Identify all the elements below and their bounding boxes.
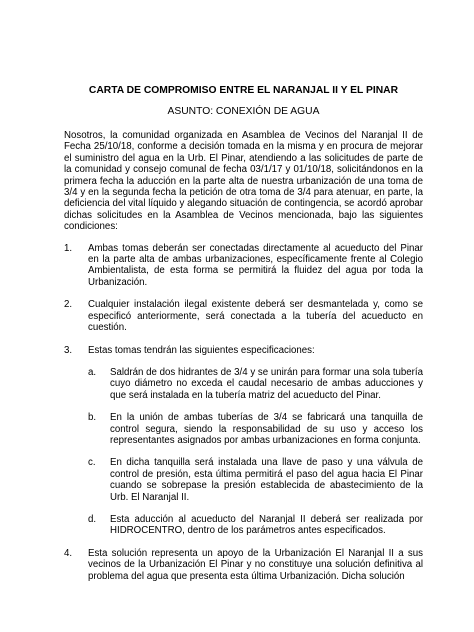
condition-text: Estas tomas tendrán las siguientes especificaciones: — [88, 344, 315, 356]
document-subject: ASUNTO: CONEXIÓN DE AGUA — [167, 106, 320, 117]
intro-paragraph: Nosotros, la comunidad organizada en Asamblea de Vecinos del Naranjal II de Fecha 25/10/18, conforme a decisión tomada en la misma y en procura de mejorar el suministro del agua en la Urb. El Pinar, atendiendo a las solicitudes de parte de la comunidad y consejo comunal de fecha 03/1/17 y 01/10/18, solicitándonos en la primera fecha la aducción en la parte alta de nuestra urbanización de una toma de 3/4 y en la segunda fecha la petición de otra toma de 3/4 para atenuar, en parte, la deficiencia del vital líquido y alegando situación de contingencia, se acordó aprobar dichas solicitudes en la Asamblea de Vecinos mencionada, bajo las siguientes condiciones: — [64, 130, 423, 233]
condition-number: 4. — [64, 547, 73, 559]
specification-item — [88, 514, 423, 537]
specification-letter: d. — [88, 513, 97, 525]
condition-number: 1. — [64, 242, 73, 254]
specification-text: Esta aducción al acueducto del Naranjal II deberá ser realizada por HIDROCENTRO, dentro de los parámetros antes especificados. — [110, 513, 423, 537]
condition-item — [64, 243, 423, 289]
specification-letter: c. — [88, 457, 96, 469]
condition-number: 3. — [64, 344, 73, 356]
specification-item — [88, 412, 423, 446]
specification-text: En la unión de ambas tuberías de 3/4 se fabricará una tanquilla de control segura, siendo la responsabilidad de su uso y acceso los representantes asignados por ambas urbanizaciones en forma conjunta. — [110, 412, 423, 446]
condition-number: 2. — [64, 299, 73, 311]
specification-item — [88, 367, 423, 401]
document-title: CARTA DE COMPROMISO ENTRE EL NARANJAL II Y EL PINAR — [88, 85, 399, 96]
condition-item — [64, 299, 423, 333]
specification-letter: b. — [88, 412, 97, 424]
condition-item — [64, 548, 423, 582]
specification-item — [88, 457, 423, 503]
condition-text: Esta solución representa un apoyo de la Urbanización El Naranjal II a sus vecinos de la Urbanización El Pinar y no constituye una solución definitiva al problema del agua que presenta esta última Urbanización. Dicha solución — [88, 547, 423, 582]
specification-text: Saldrán de dos hidrantes de 3/4 y se unirán para formar una sola tubería cuyo diámetro no exceda el caudal necesario de ambas aducciones y que será instalada en la tubería matriz del acueducto del Pinar. — [110, 366, 423, 401]
specification-letter: a. — [88, 366, 97, 378]
specification-text: En dicha tanquilla será instalada una llave de paso y una válvula de control de presión, esta última permitirá el paso del agua hacia El Pinar cuando se sobrepase la presión establecida de abastecimiento de la Urb. El Naranjal II. — [110, 457, 423, 503]
condition-item — [64, 345, 423, 537]
condition-text: Ambas tomas deberán ser conectadas directamente al acueducto del Pinar en la parte alta de ambas urbanizaciones, específicamente frente al Colegio Ambientalista, de esta forma se permitirá la fluidez del agua por toda la Urbanización. — [88, 242, 423, 288]
condition-text: Cualquier instalación ilegal existente deberá ser desmantelada y, como se especificó anteriormente, será conectada a la tubería del acueducto en cuestión. — [88, 299, 423, 334]
conditions-list — [64, 243, 423, 582]
specifications-list — [88, 367, 423, 537]
